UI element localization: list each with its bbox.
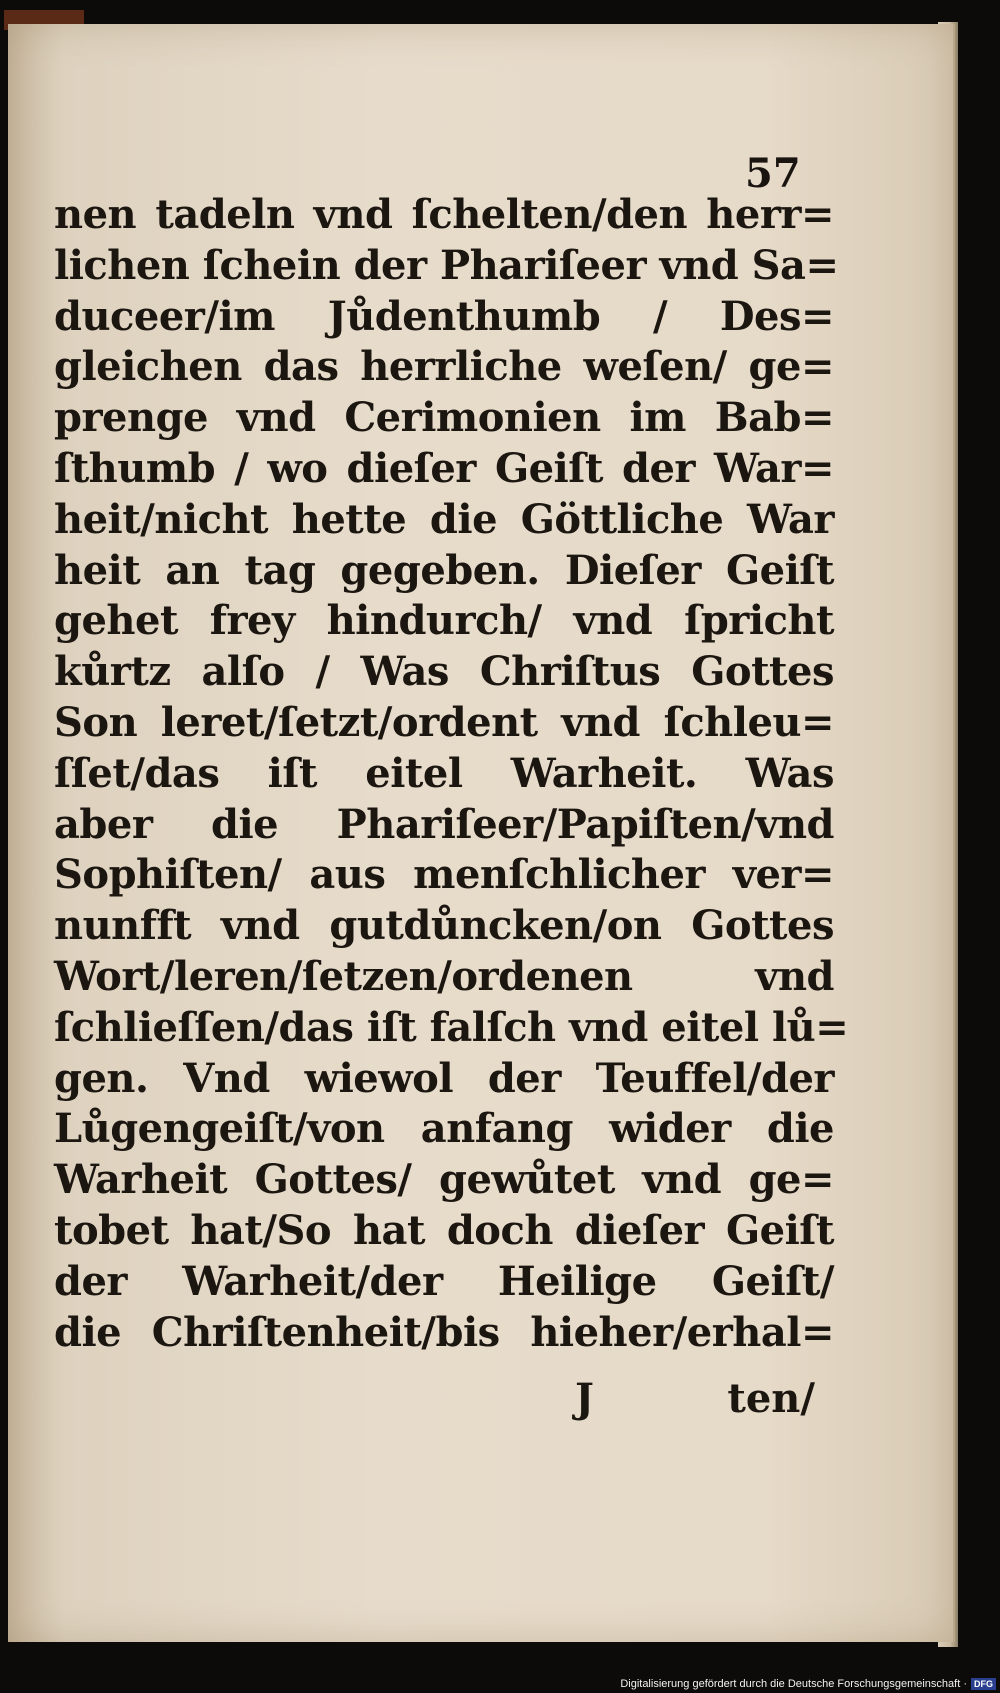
text-line: aber die Phariſeer/Papiſten/vnd [54, 800, 834, 848]
text-line: ſſet/das iſt eitel Warheit. Was [54, 749, 834, 797]
text-line: Wort/leren/ſetzen/ordenen vnd [54, 952, 834, 1000]
signature-mark: J [575, 1375, 594, 1422]
text-line: nunfft vnd gutdůncken/on Gottes [54, 902, 834, 950]
catchline [575, 1375, 815, 1422]
dfg-logo: DFG [971, 1678, 996, 1690]
text-line: die Chriſtenheit/bis hieher/erhal= [54, 1308, 834, 1356]
text-line: lichen ſchein der Phariſeer vnd Sa= [54, 241, 839, 289]
text-line: gen. Vnd wiewol der Teuffel/der [54, 1054, 834, 1102]
text-line: der Warheit/der Heilige Geiſt/ [54, 1257, 834, 1305]
text-line: prenge vnd Cerimonien im Bab= [54, 394, 834, 442]
text-line: tobet hat/So hat doch dieſer Geiſt [54, 1206, 834, 1254]
text-block [54, 190, 849, 1358]
page-number: 57 [745, 150, 801, 197]
text-line: ſchlieſſen/das iſt falſch vnd eitel lů= [54, 1003, 849, 1051]
text-line: duceer/im Jůdenthumb / Des= [54, 292, 834, 340]
text-line: Sophiſten/ aus menſchlicher ver= [54, 851, 834, 899]
text-line: kůrtz alſo / Was Chriſtus Gottes [54, 648, 834, 696]
text-line: Warheit Gottes/ gewůtet vnd ge= [54, 1156, 834, 1204]
text-line: gehet frey hindurch/ vnd ſpricht [54, 597, 834, 645]
text-line: gleichen das herrliche weſen/ ge= [54, 343, 834, 391]
text-line: heit/nicht hette die Göttliche War [54, 495, 834, 543]
text-line: ſthumb / wo dieſer Geiſt der War= [54, 444, 834, 492]
footer-credit [620, 1678, 996, 1690]
text-line: Son leret/ſetzt/ordent vnd ſchleu= [54, 698, 834, 746]
footer-credit-text: Digitalisierung gefördert durch die Deutsche Forschungsgemeinschaft · [620, 1678, 967, 1690]
text-line: heit an tag gegeben. Dieſer Geiſt [54, 546, 834, 594]
text-line: nen tadeln vnd ſchelten/den herr= [54, 191, 834, 238]
catchword: ten/ [727, 1375, 815, 1422]
text-line: Lůgengeiſt/von anfang wider die [54, 1105, 834, 1153]
